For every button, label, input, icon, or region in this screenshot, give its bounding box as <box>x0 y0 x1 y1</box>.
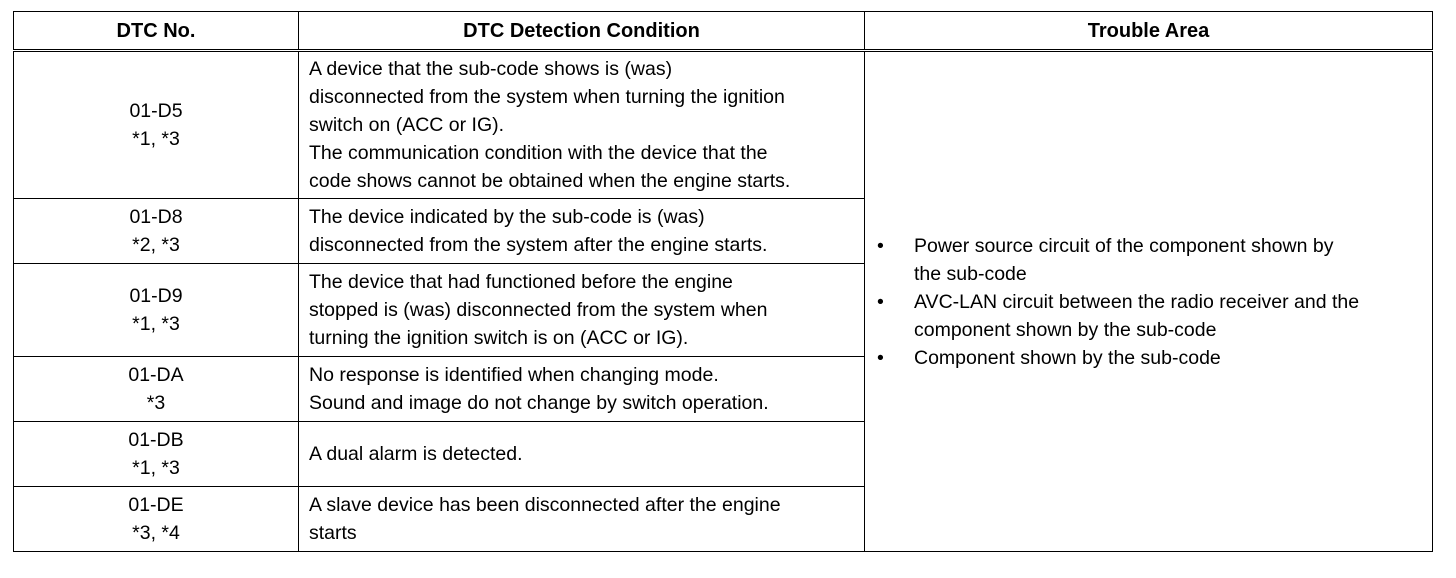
condition-line: A slave device has been disconnected after the engine <box>309 494 781 516</box>
trouble-area-item <box>865 232 1426 288</box>
dtc-table <box>13 11 1433 552</box>
dtc-code: 01-DA <box>128 364 184 386</box>
dtc-code-cell <box>14 264 299 357</box>
condition-line: No response is identified when changing mode. <box>309 364 719 386</box>
trouble-area-item <box>865 344 1426 372</box>
dtc-notes: *1, *3 <box>132 457 180 479</box>
condition-line: starts <box>309 522 357 544</box>
dtc-code-cell <box>14 487 299 552</box>
condition-line: Sound and image do not change by switch operation. <box>309 392 769 414</box>
bullet-icon: • <box>877 346 884 369</box>
detection-condition-cell <box>299 199 865 264</box>
trouble-area-item <box>865 288 1426 344</box>
detection-condition-cell <box>299 357 865 422</box>
condition-line: turning the ignition switch is on (ACC or IG). <box>309 327 689 349</box>
header-detection-condition: DTC Detection Condition <box>299 12 865 51</box>
condition-line: disconnected from the system when turning the ignition <box>309 86 785 108</box>
condition-line: switch on (ACC or IG). <box>309 114 505 136</box>
dtc-code-cell <box>14 199 299 264</box>
dtc-notes: *3 <box>146 392 166 414</box>
dtc-code: 01-D9 <box>129 285 183 307</box>
trouble-area-line: component shown by the sub-code <box>914 318 1217 341</box>
header-trouble-area: Trouble Area <box>865 12 1433 51</box>
condition-line: A dual alarm is detected. <box>309 443 523 465</box>
dtc-code-cell <box>14 51 299 199</box>
dtc-code: 01-D5 <box>129 100 183 122</box>
dtc-notes: *2, *3 <box>132 234 180 256</box>
bullet-icon: • <box>877 290 884 313</box>
condition-line: The device indicated by the sub-code is (was) <box>309 206 705 228</box>
trouble-area-cell <box>865 51 1433 552</box>
trouble-area-line: AVC-LAN circuit between the radio receiver and the <box>914 290 1360 313</box>
trouble-area-list <box>865 232 1426 372</box>
dtc-notes: *3, *4 <box>132 522 180 544</box>
condition-line: A device that the sub-code shows is (was) <box>309 58 673 80</box>
condition-line: The device that had functioned before the engine <box>309 271 733 293</box>
detection-condition-cell <box>299 51 865 199</box>
detection-condition-cell <box>299 422 865 487</box>
detection-condition-cell <box>299 264 865 357</box>
condition-line: stopped is (was) disconnected from the system when <box>309 299 768 321</box>
condition-line: disconnected from the system after the engine starts. <box>309 234 768 256</box>
dtc-code: 01-DB <box>128 429 184 451</box>
dtc-notes: *1, *3 <box>132 128 180 150</box>
dtc-code: 01-DE <box>128 494 184 516</box>
condition-line: The communication condition with the device that the <box>309 142 768 164</box>
table-row <box>14 51 1433 199</box>
dtc-code-cell <box>14 357 299 422</box>
trouble-area-line: Component shown by the sub-code <box>914 346 1221 369</box>
condition-line: code shows cannot be obtained when the engine starts. <box>309 170 791 192</box>
table-header-row <box>14 12 1433 51</box>
dtc-code-cell <box>14 422 299 487</box>
header-dtc-no: DTC No. <box>14 12 299 51</box>
trouble-area-line: the sub-code <box>914 262 1027 285</box>
trouble-area-line: Power source circuit of the component shown by <box>914 234 1334 257</box>
dtc-code: 01-D8 <box>129 206 183 228</box>
dtc-notes: *1, *3 <box>132 313 180 335</box>
bullet-icon: • <box>877 234 884 257</box>
detection-condition-cell <box>299 487 865 552</box>
